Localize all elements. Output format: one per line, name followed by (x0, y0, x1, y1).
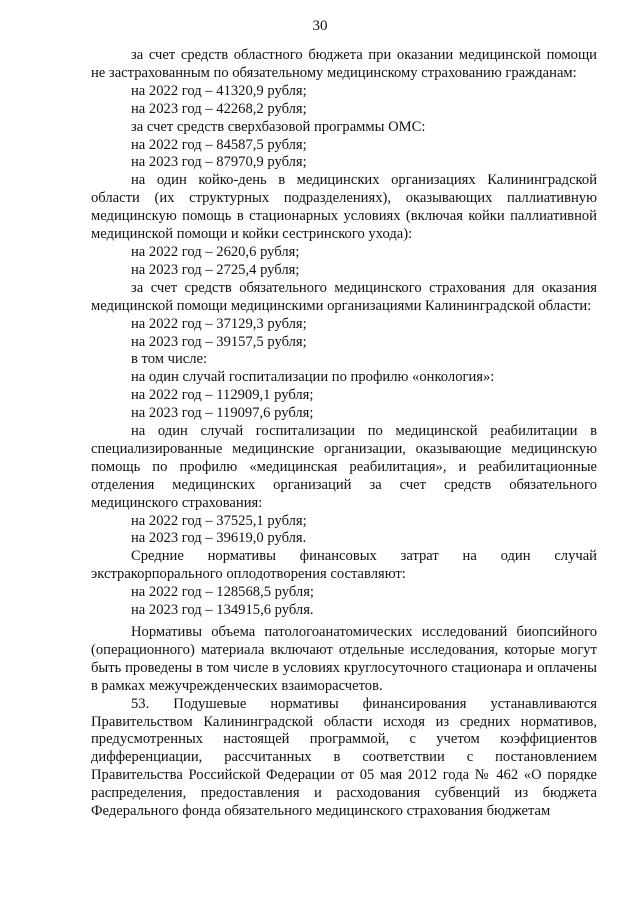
paragraph: за счет средств обязательного медицинского страхования для оказания медицинской помощи медицинскими организациями Калининградской области: (91, 279, 597, 314)
list-line: в том числе: (131, 351, 208, 368)
list-line: на 2023 год – 119097,6 рубля; (131, 405, 314, 422)
paragraph: на один койко-день в медицинских организациях Калининградской области (их структурных подразделениях), оказывающих паллиативную медицинскую помощь в стационарных условиях (включая койки паллиативной медицинской помощи и койки сестринского ухода): (91, 172, 597, 243)
list-line: на 2023 год – 2725,4 рубля; (131, 261, 300, 278)
list-line: на 2023 год – 42268,2 рубля; (131, 100, 307, 117)
list-line: на 2022 год – 37525,1 рубля; (131, 512, 307, 529)
list-line: на 2023 год – 134915,6 рубля. (131, 602, 314, 619)
paragraph: Средние нормативы финансовых затрат на один случай экстракорпорального оплодотворения составляют: (91, 548, 597, 583)
paragraph: на один случай госпитализации по медицинской реабилитации в специализированные медицинские организации, оказывающие медицинскую помощь по профилю «медицинская реабилитация», и реабилитационные отделения медицинских организаций за счет средств обязательного медицинского страхования: (91, 423, 597, 511)
page-number: 30 (312, 18, 328, 34)
list-line: на 2022 год – 2620,6 рубля; (131, 243, 300, 260)
list-line: на 2022 год – 37129,3 рубля; (131, 315, 307, 332)
list-line: на 2023 год – 39619,0 рубля. (131, 530, 307, 547)
list-line: за счет средств сверхбазовой программы ОМС: (131, 118, 426, 135)
paragraph: Нормативы объема патологоанатомических исследований биопсийного (операционного) материала включают отдельные исследования, которые могут быть проведены в том числе в условиях круглосуточного стационара и оплачены в рамках межучрежденческих взаиморасчетов. (91, 624, 597, 694)
list-line: на 2022 год – 41320,9 рубля; (131, 82, 307, 99)
list-line: на 2023 год – 87970,9 рубля; (131, 154, 307, 171)
list-line: на 2022 год – 84587,5 рубля; (131, 136, 307, 153)
paragraph: 53. Подушевые нормативы финансирования устанавливаются Правительством Калининградской области исходя из средних нормативов, предусмотренных настоящей программой, с учетом коэффициентов дифференциации, рассчитанных в соответствии с постановлением Правительства Российской Федерации от 05 мая 2012 года № 462 «О порядке распределения, предоставления и расходования субвенций из бюджета Федерального фонда обязательного медицинского страхования бюджетам (91, 695, 597, 820)
paragraph: за счет средств областного бюджета при оказании медицинской помощи не застрахованным по обязательному медицинскому страхованию гражданам: (91, 47, 597, 81)
document-body (91, 47, 597, 821)
list-line: на один случай госпитализации по профилю «онкология»: (131, 369, 495, 386)
list-line: на 2023 год – 39157,5 рубля; (131, 333, 307, 350)
list-line: на 2022 год – 112909,1 рубля; (131, 387, 314, 404)
list-line: на 2022 год – 128568,5 рубля; (131, 584, 314, 601)
